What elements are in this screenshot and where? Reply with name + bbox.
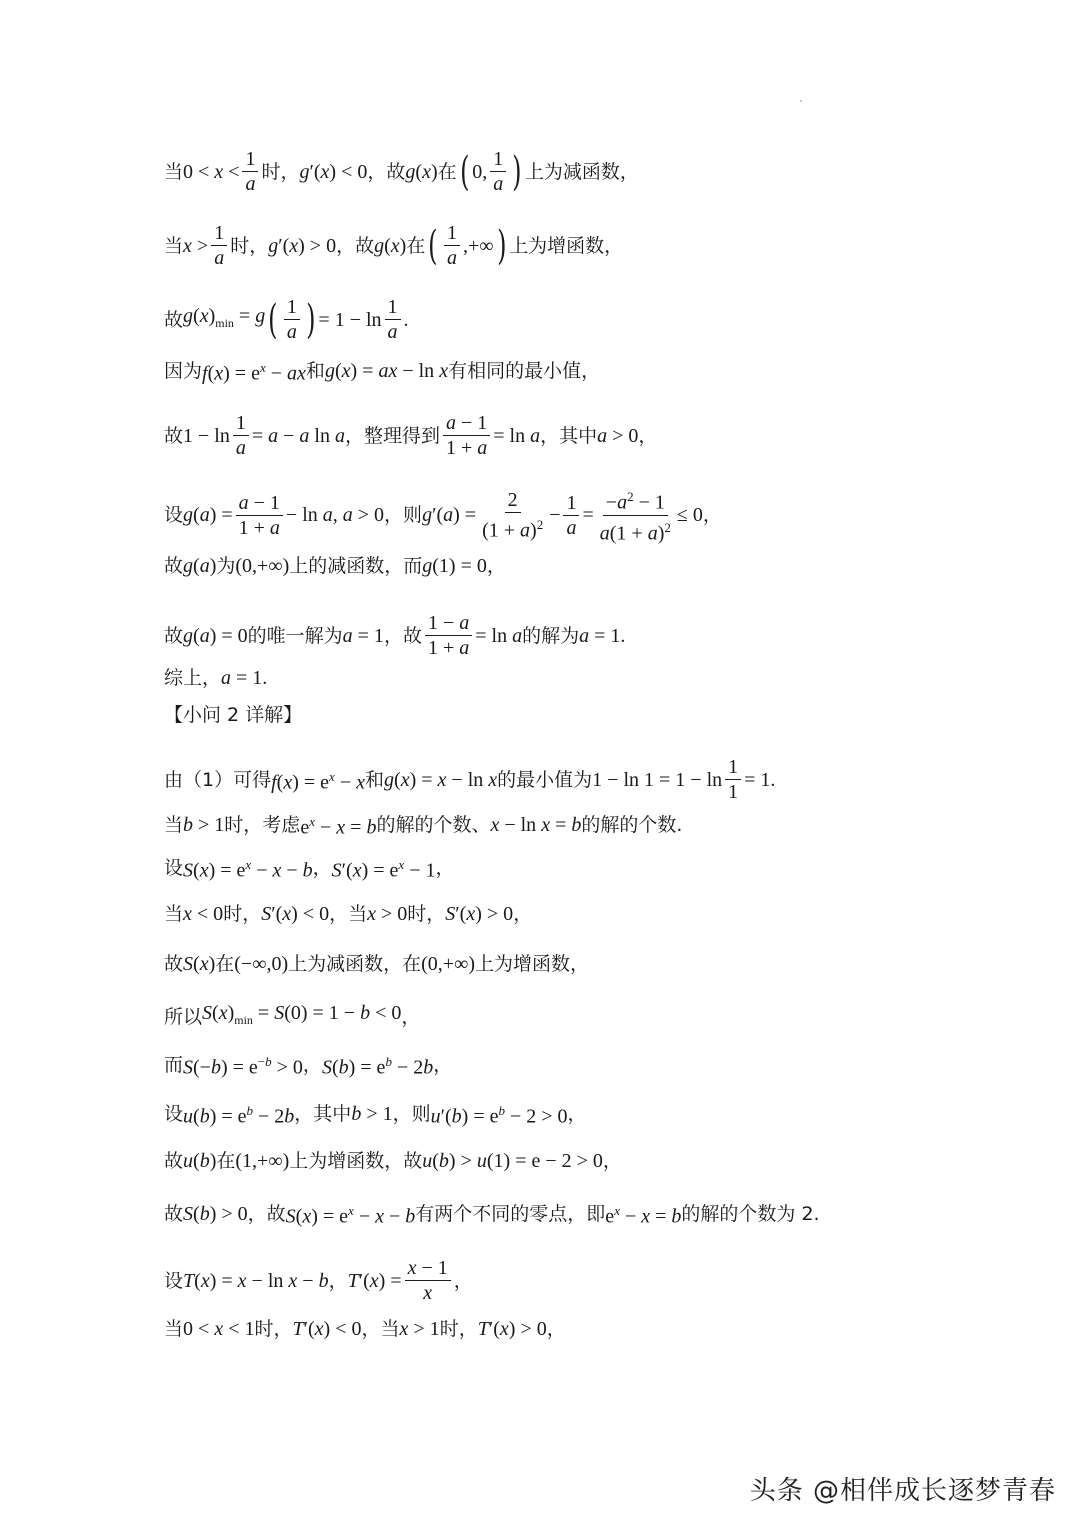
text-line: 故 g(a) 为 (0,+∞) 上的减函数，而 g(1) = 0 ， (164, 555, 506, 577)
text-line: 设 $u(b) = e^b - 2b$ ，其中 b > 1 ，则 $u'(b) = e^b - 2 > 0$ ， (164, 1102, 587, 1128)
text-line: 当 x < 0 时， S′(x) < 0 ，当 x > 0 时， S′(x) > 0 ， (164, 903, 533, 925)
text-line: 由（1）可得 $f(x) = e^x - x$ 和 g(x) = x − ln x 的最小值为 1 − ln 1 = 1 − ln $\frac{1}{1}$ = 1. (164, 756, 776, 803)
text-line: 当 b > 1 时，考虑 $e^x - x = b$ 的解的个数、 x − ln x = b 的解的个数. (164, 813, 683, 839)
text-line: 综上， a = 1. (164, 667, 268, 689)
text-line: 故 u(b) 在 (1,+∞) 上为增函数，故 u(b) > u(1) = e − 2 > 0 ， (164, 1150, 622, 1172)
text-line: 故 S(x) 在 (−∞,0) 上为减函数，在 (0,+∞) 上为增函数， (164, 953, 590, 975)
text-line: 设 $S(x) = e^x - x - b$ ， $S'(x) = e^x - 1$ ， (164, 856, 455, 882)
text-line: 设 g(a) = $\frac{a - 1}{1 + a}$ − ln a, a > 0 ，则 g′(a) = $\frac{2}{(1 + a)^2}$ − $\frac{1}{a}$ = $\frac{-a^2 - 1}{a(1 + a)^2}$ ≤ 0 ， (164, 486, 722, 544)
text-line: 当 0 < x < $\frac{1}{a}$ 时， g′(x) < 0 ，故 g(x) 在 ( 0, $\frac{1}{a}$ ) 上为减函数， (164, 148, 639, 195)
text-line: 而 $S(-b) = e^{-b} > 0$ ， $S(b) = e^b - 2b$ ， (164, 1053, 453, 1079)
text-line: 故 g(a) = 0 的唯一解为 a = 1 ，故 $\frac{1 - a}{1 + a}$ = ln a 的解为 a = 1. (164, 612, 626, 659)
text-line: 所以 $S(x)_{min} = S(0) = 1 - b < 0$ ， (164, 1002, 421, 1028)
text-line: 故 $g(x)_{min} = g$ ( $\frac{1}{a}$ ) = 1 − ln $\frac{1}{a}$ . (164, 296, 409, 343)
section-heading: 【小问 2 详解】 (164, 704, 303, 726)
text-line: 设 T(x) = x − ln x − b ， T′(x) = $\frac{x - 1}{x}$ ， (164, 1257, 473, 1304)
text-line: 当 0 < x < 1 时， T′(x) < 0 ，当 x > 1 时， T′(x) > 0 ， (164, 1318, 566, 1340)
text-line: 因为 $f(x) = e^x$ − ax 和 g(x) = ax − ln x 有相同的最小值， (164, 359, 601, 385)
watermark: 头条 @相伴成长逐梦青春 (749, 1476, 1056, 1506)
stray-dot (800, 100, 802, 102)
text-line: 故 S(b) > 0 ，故 $S(x) = e^x - x - b$ 有两个不同的零点，即 $e^x - x = b$ 的解的个数为 2. (164, 1202, 820, 1228)
text-line: 故 1 − ln $\frac{1}{a}$ = a − a ln a ，整理得到 $\frac{a - 1}{1 + a}$ = ln a ，其中 a > 0 ， (164, 412, 658, 459)
text-line: 当 x > $\frac{1}{a}$ 时， g′(x) > 0 ，故 g(x) 在 ( $\frac{1}{a}$ ,+∞ ) 上为增函数， (164, 222, 624, 269)
